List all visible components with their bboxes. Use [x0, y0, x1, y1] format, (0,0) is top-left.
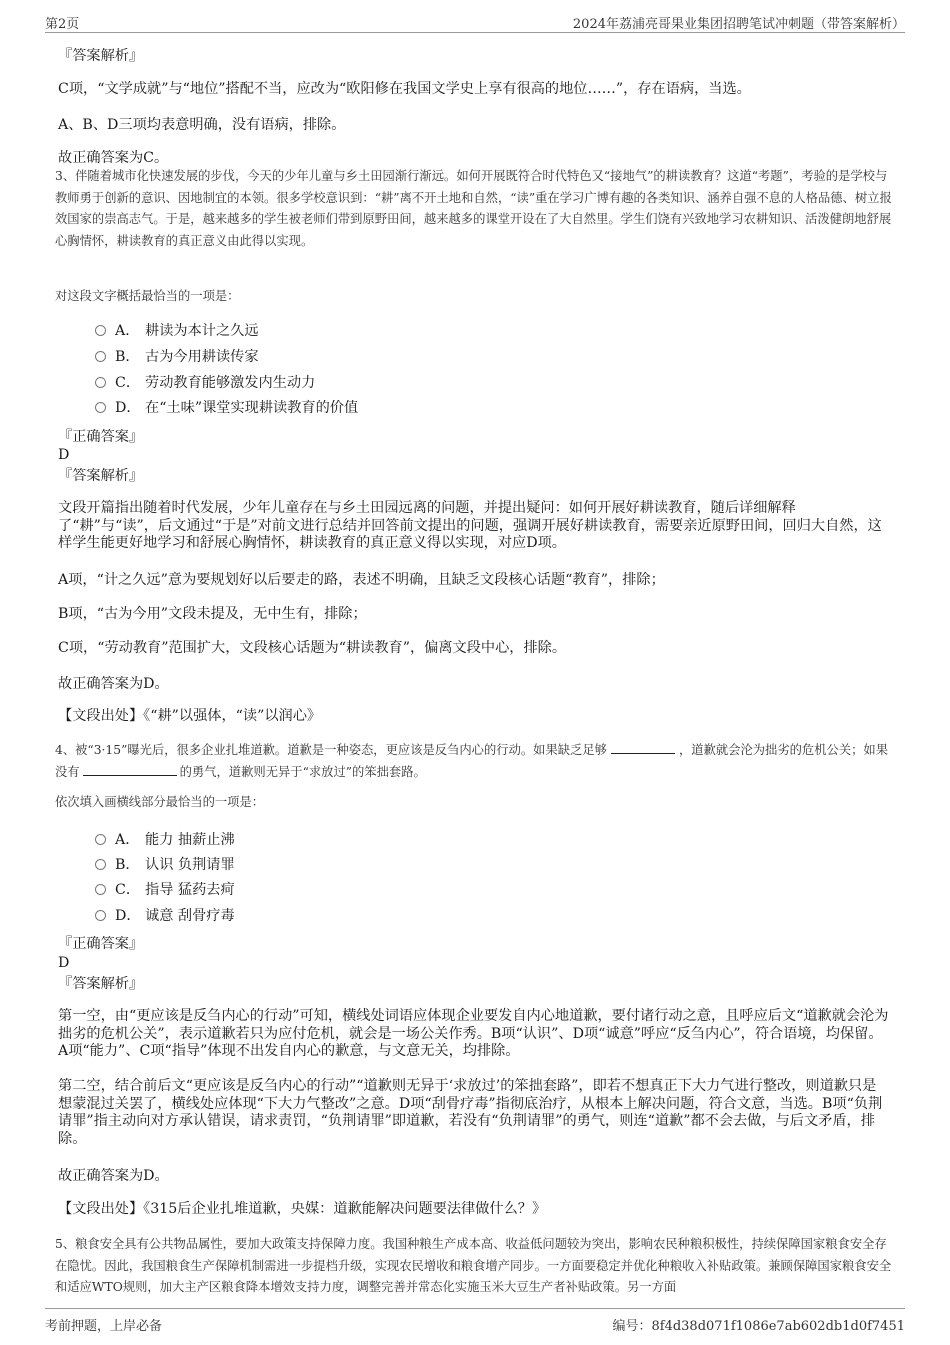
- analysis-paragraph: C项，“文学成就”与“地位”搭配不当，应改为“欧阳修在我国文学史上享有很高的地位……”，存在语病，当选。: [58, 81, 751, 97]
- radio-icon[interactable]: [95, 402, 106, 413]
- analysis-paragraph: A项，“计之久远”意为要规划好以后要走的路，表述不明确，且缺乏文段核心话题“教育”，排除；: [58, 572, 665, 588]
- question-4-option-b[interactable]: B． 认识 负荆请罪: [95, 855, 235, 875]
- analysis-paragraph: 故正确答案为C。: [58, 150, 169, 166]
- analysis-paragraph: 第二空，结合前后文“更应该是反刍内心的行动”“道歉则无异于‘求放过’的笨拙套路”，即若不想真正下大力气进行整改，则道歉只是想蒙混过关罢了，横线处应体现“下大力气整改”之意。D项“刮骨疗毒”指彻底治疗，从根本上解决问题，符合文意，当选。B项“负荆请罪”指主动向对方承认错误，请求责罚，“负荆请罪”即道歉，若没有“负荆请罪”的勇气，则连“道歉”都不会去做，与后文矛盾，排除。: [58, 1078, 883, 1147]
- question-4-option-d[interactable]: D． 诚意 刮骨疗毒: [95, 906, 235, 926]
- correct-answer-label: 『正确答案』: [58, 936, 144, 952]
- source-title: 《“耕”以强体，“读”以润心》: [143, 708, 322, 724]
- source-line: 【文段出处】《315后企业扎堆道歉，央媒：道歉能解决问题要法律做什么？》: [58, 1201, 547, 1217]
- radio-icon[interactable]: [95, 884, 106, 895]
- question-3-option-a[interactable]: A． 耕读为本计之久远: [95, 321, 259, 341]
- correct-answer: D: [58, 955, 70, 971]
- source-line: 【文段出处】《“耕”以强体，“读”以润心》: [58, 708, 322, 724]
- analysis-paragraph: 故正确答案为D。: [58, 1168, 169, 1184]
- question-4-option-c[interactable]: C． 指导 猛药去疴: [95, 880, 235, 900]
- analysis-paragraph: 故正确答案为D。: [58, 676, 169, 692]
- fill-blank-1: [611, 741, 675, 754]
- analysis-paragraph: 第一空，由“更应该是反刍内心的行动”可知，横线处词语应体现企业要发自内心地道歉，要付诸行动之意，且呼应后文“道歉就会沦为拙劣的危机公关”，表示道歉若只为应付危机，就会是一场公关作秀。B项“认识”、D项“诚意”呼应“反刍内心”，符合语境，均保留。A项“能力”、C项“指导”体现不出发自内心的歉意，与文意无关，均排除。: [58, 1008, 889, 1059]
- correct-answer: D: [58, 447, 70, 463]
- source-title: 《315后企业扎堆道歉，央媒：道歉能解决问题要法律做什么？》: [143, 1201, 547, 1217]
- radio-icon[interactable]: [95, 325, 106, 336]
- question-4-stem: 4、被“3·15”曝光后，很多企业扎堆道歉。道歉是一种姿态，更应该是反刍内心的行动。如果缺乏足够 ，道歉就会沦为拙劣的危机公关；如果没有 的勇气，道歉则无异于“求放过”的笨拙套路。: [55, 743, 889, 779]
- question-3-option-b[interactable]: B． 古为今用耕读传家: [95, 347, 259, 367]
- question-5-stem: 5、粮食安全具有公共物品属性，要加大政策支持保障力度。我国种粮生产成本高、收益低问题较为突出，影响农民种粮积极性，持续保障国家粮食安全存在隐忧。因此，我国粮食生产保障机制需进一步提档升级，实现农民增收和粮食增产同步。一方面要稳定并优化种粮收入补贴政策。兼顾保障国家粮食安全和适应WTO规则，加大主产区粮食降本增效支持力度，调整完善并常态化实施玉米大豆生产者补贴政策。另一方面: [55, 1237, 892, 1294]
- analysis-paragraph: B项，“古为今用”文段未提及，无中生有，排除；: [58, 606, 367, 622]
- correct-answer-label: 『正确答案』: [58, 429, 144, 445]
- answer-analysis-label: 『答案解析』: [58, 48, 144, 64]
- radio-icon[interactable]: [95, 377, 106, 388]
- document-title: 2024年荔浦亮哥果业集团招聘笔试冲刺题（带答案解析）: [572, 17, 905, 32]
- analysis-paragraph: C项，“劳动教育”范围扩大，文段核心话题为“耕读教育”，偏离文段中心，排除。: [58, 640, 567, 656]
- question-3-prompt: 对这段文字概括最恰当的一项是：: [55, 289, 240, 303]
- radio-icon[interactable]: [95, 351, 106, 362]
- page-header: [45, 10, 905, 33]
- analysis-paragraph: A、B、D三项均表意明确，没有语病，排除。: [58, 117, 346, 133]
- page-footer: [45, 1308, 905, 1335]
- question-4-option-a[interactable]: A． 能力 抽薪止沸: [95, 830, 235, 850]
- question-3-option-d[interactable]: D． 在“土味”课堂实现耕读教育的价值: [95, 398, 358, 418]
- question-4-prompt: 依次填入画横线部分最恰当的一项是：: [55, 795, 265, 809]
- question-3-option-c[interactable]: C． 劳动教育能够激发内生动力: [95, 373, 315, 393]
- page-number: 第2页: [45, 17, 80, 32]
- radio-icon[interactable]: [95, 834, 106, 845]
- question-3-stem: 3、伴随着城市化快速发展的步伐，今天的少年儿童与乡土田园渐行渐远。如何开展既符合时代特色又“接地气”的耕读教育？这道“考题”，考验的是学校与教师勇于创新的意识、因地制宜的本领。很多学校意识到：“耕”离不开土地和自然，“读”重在学习广博有趣的各类知识、涵养自强不息的人格品德、树立报效国家的崇高志气。于是，越来越多的学生被老师们带到原野田间，越来越多的课堂开设在了大自然里。学生们饶有兴致地学习农耕知识、活泼健朗地舒展心胸情怀，耕读教育的真正意义由此得以实现。: [55, 169, 892, 248]
- fill-blank-2: [83, 763, 177, 776]
- document-code: 编号：8f4d38d071f1086e7ab602db1d0f7451: [612, 1319, 905, 1334]
- footer-slogan: 考前押题，上岸必备: [45, 1319, 163, 1334]
- answer-analysis-label: 『答案解析』: [58, 468, 144, 484]
- radio-icon[interactable]: [95, 859, 106, 870]
- analysis-paragraph: 文段开篇指出随着时代发展，少年儿童存在与乡土田园远离的问题，并提出疑问：如何开展好耕读教育，随后详细解释了“耕”与“读”，后文通过“于是”对前文进行总结并回答前文提出的问题，强调开展好耕读教育，需要亲近原野田间，回归大自然，这样学生能更好地学习和舒展心胸情怀，耕读教育的真正意义得以实现，对应D项。: [58, 500, 882, 551]
- radio-icon[interactable]: [95, 910, 106, 921]
- answer-analysis-label: 『答案解析』: [58, 976, 144, 992]
